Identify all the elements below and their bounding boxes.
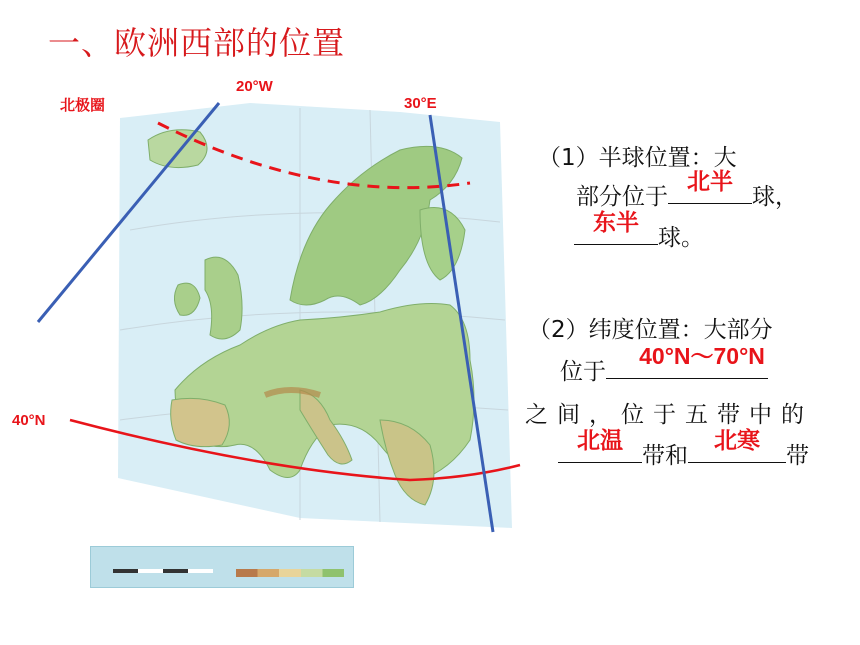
- question1-suffix: 球，: [752, 184, 798, 210]
- question2-line3: 之间，位于五带中的: [525, 402, 813, 428]
- question2-answer-c: 北寒: [714, 427, 760, 453]
- label-meridian-30e: 30°E: [404, 95, 437, 112]
- question2-mid: 带和: [642, 443, 688, 469]
- question2-line4: [558, 427, 809, 476]
- legend-scale-bar: [113, 569, 213, 573]
- question1-prefix: 部分位于: [576, 184, 668, 210]
- question1-blank-a: [668, 168, 752, 204]
- question2-suffix: 带: [786, 443, 809, 469]
- label-meridian-20w: 20°W: [236, 78, 273, 95]
- question2-blank-c: [688, 427, 786, 463]
- question1-answer-a: 北半: [687, 168, 733, 194]
- question2-blank-a: [606, 343, 768, 379]
- question2-blank-b: [558, 427, 642, 463]
- question1-line1: （1）半球位置：大: [538, 145, 737, 171]
- legend-scale-box: [90, 546, 354, 588]
- question1-blank-b: [574, 209, 658, 245]
- iberia-landmass: [171, 398, 230, 446]
- question2-answer-a: 40°N～70°N: [639, 343, 765, 369]
- legend-elevation-colors: [236, 569, 344, 577]
- label-parallel-40n: 40°N: [12, 412, 46, 429]
- question2-answer-b: 北温: [577, 427, 623, 453]
- question2-line1: （2）纬度位置：大部分: [528, 317, 773, 343]
- page-title: 一、欧洲西部的位置: [48, 24, 346, 62]
- label-arctic-circle: 北极圈: [60, 97, 106, 114]
- question1-line3: [574, 209, 704, 258]
- iceland-landmass: [148, 130, 207, 168]
- question2-prefix: 位于: [560, 359, 606, 385]
- question2-line2: [560, 343, 768, 392]
- question1-line3-suffix: 球。: [658, 225, 704, 251]
- question1-answer-b: 东半: [593, 209, 639, 235]
